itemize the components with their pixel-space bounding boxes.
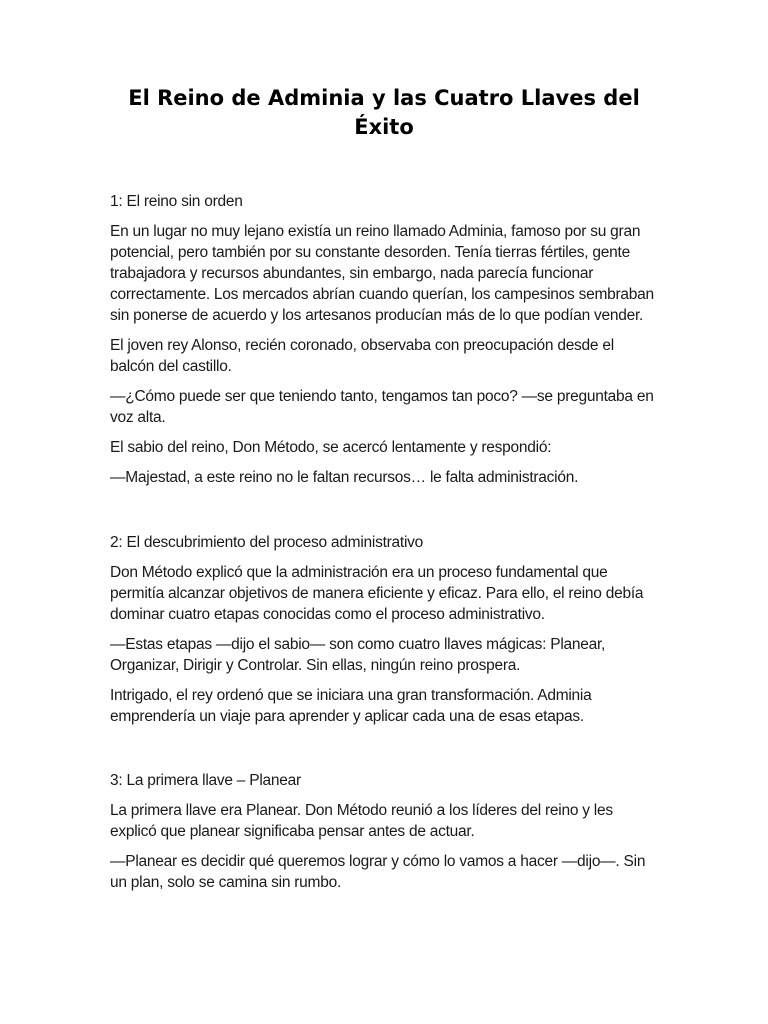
- paragraph: —Majestad, a este reino no le faltan recursos… le falta administración.: [110, 469, 579, 486]
- section-heading: 2: El descubrimiento del proceso administrativo: [110, 534, 424, 551]
- section-1: [110, 191, 662, 497]
- document-title: El Reino de Adminia y las Cuatro Llaves del Éxito: [128, 86, 640, 139]
- paragraph: —Estas etapas —dijo el sabio— son como cuatro llaves mágicas: Planear, Organizar, Dirigir y Controlar. Sin ellas, ningún reino prospera.: [110, 636, 606, 674]
- paragraph: El joven rey Alonso, recién coronado, observaba con preocupación desde el balcón del castillo.: [110, 337, 614, 375]
- paragraph: Don Método explicó que la administración era un proceso fundamental que permitía alcanzar objetivos de manera eficiente y eficaz. Para ello, el reino debía dominar cuatro etapas conocidas como el proceso administrativo.: [110, 564, 644, 623]
- section-heading: 3: La primera llave – Planear: [110, 772, 301, 789]
- paragraph: El sabio del reino, Don Método, se acercó lentamente y respondió:: [110, 439, 552, 456]
- paragraph: —Planear es decidir qué queremos lograr y cómo lo vamos a hacer —dijo—. Sin un plan, solo se camina sin rumbo.: [110, 853, 646, 891]
- section-3: [110, 770, 662, 902]
- paragraph: —¿Cómo puede ser que teniendo tanto, tengamos tan poco? —se preguntaba en voz alta.: [110, 388, 654, 426]
- paragraph: En un lugar no muy lejano existía un reino llamado Adminia, famoso por su gran potencial, pero también por su constante desorden. Tenía tierras fértiles, gente trabajadora y recursos abundantes, sin embargo, nada parecía funcionar correctamente. Los mercados abrían cuando querían, los campesinos sembraban sin ponerse de acuerdo y los artesanos producían más de lo que podían vender.: [110, 223, 654, 324]
- section-2: [110, 532, 662, 736]
- section-heading: 1: El reino sin orden: [110, 193, 243, 210]
- paragraph: La primera llave era Planear. Don Método reunió a los líderes del reino y les explicó que planear significaba pensar antes de actuar.: [110, 802, 613, 840]
- paragraph: Intrigado, el rey ordenó que se iniciara una gran transformación. Adminia emprendería un viaje para aprender y aplicar cada una de esas etapas.: [110, 687, 592, 725]
